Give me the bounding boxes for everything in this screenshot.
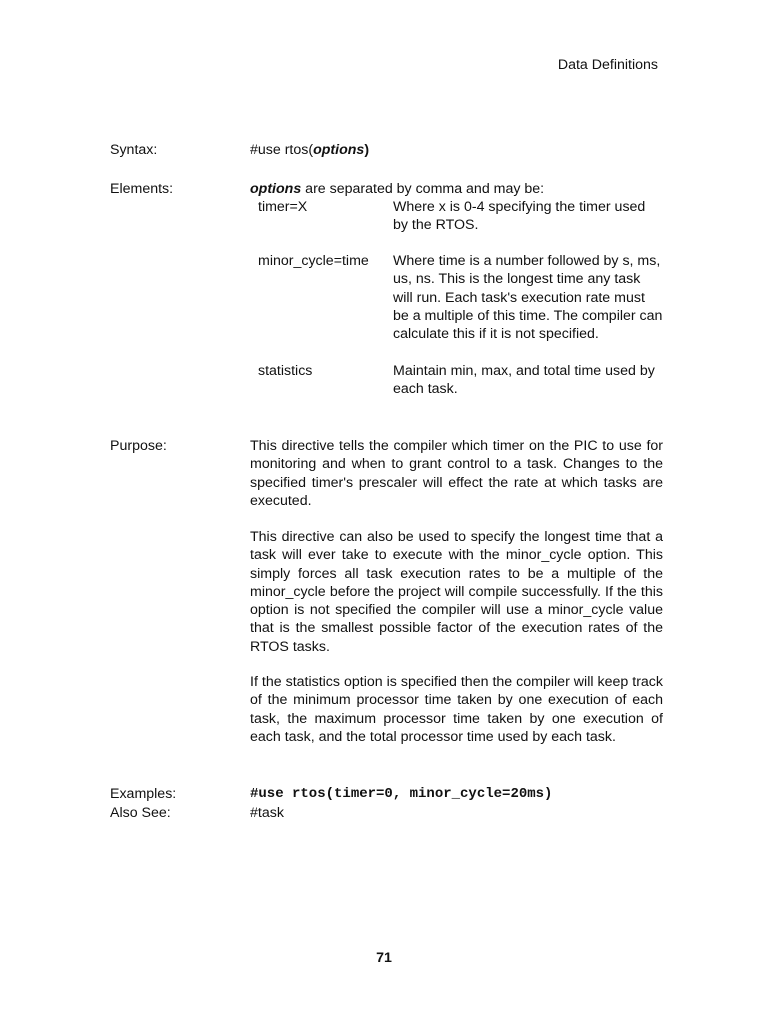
elements-intro-rest: are separated by comma and may be: bbox=[301, 181, 545, 197]
option-desc-statistics: Maintain min, max, and total time used by each task. bbox=[393, 363, 655, 398]
page-number: 71 bbox=[376, 950, 392, 966]
purpose-label: Purpose: bbox=[110, 438, 167, 454]
elements-label: Elements: bbox=[110, 181, 174, 197]
examples-code: #use rtos(timer=0, minor_cycle=20ms) bbox=[250, 786, 553, 802]
purpose-paragraph-2: This directive can also be used to specify the longest time that a task will ever take to execute with the minor_cycle option. This simply forces all task execution rates to be a multiple of the minor_cycle before the project will compile successfully. If the this option is not specified the compiler will use a minor_cycle value that is the smallest possible factor of the execution rates of the RTOS tasks. bbox=[250, 529, 663, 655]
elements-intro bbox=[250, 180, 663, 198]
also-see-value: #task bbox=[250, 805, 284, 821]
also-see-label: Also See: bbox=[110, 805, 171, 821]
option-name-timer: timer=X bbox=[258, 199, 308, 215]
option-name-minor-cycle: minor_cycle=time bbox=[258, 253, 369, 269]
section-title: Data Definitions bbox=[557, 57, 658, 73]
option-desc-minor-cycle: Where time is a number followed by s, ms, us, ns. This is the longest time any task will run. Each task's execution rate must be a multiple of this time. The compiler can calculate this if it is not specified. bbox=[393, 253, 663, 343]
examples-label: Examples: bbox=[110, 786, 177, 802]
syntax-value: #use rtos(options) bbox=[250, 142, 370, 158]
purpose-paragraph-1: This directive tells the compiler which timer on the PIC to use for monitoring and when to grant control to a task. Changes to the specified timer's prescaler will effect the rate at which tasks are executed. bbox=[250, 438, 663, 509]
elements-intro-bold: options bbox=[250, 181, 302, 197]
option-desc-timer: Where x is 0-4 specifying the timer used by the RTOS. bbox=[393, 199, 646, 234]
syntax-label: Syntax: bbox=[110, 142, 158, 158]
syntax-prefix: #use rtos( bbox=[250, 142, 314, 158]
option-name-statistics: statistics bbox=[258, 363, 313, 379]
syntax-options-word: options bbox=[313, 142, 365, 158]
purpose-paragraph-3: If the statistics option is specified then the compiler will keep track of the minimum processor time taken by one execution of each task, the maximum processor time taken by one execution of each task, and the total processor time used by each task. bbox=[250, 674, 663, 745]
